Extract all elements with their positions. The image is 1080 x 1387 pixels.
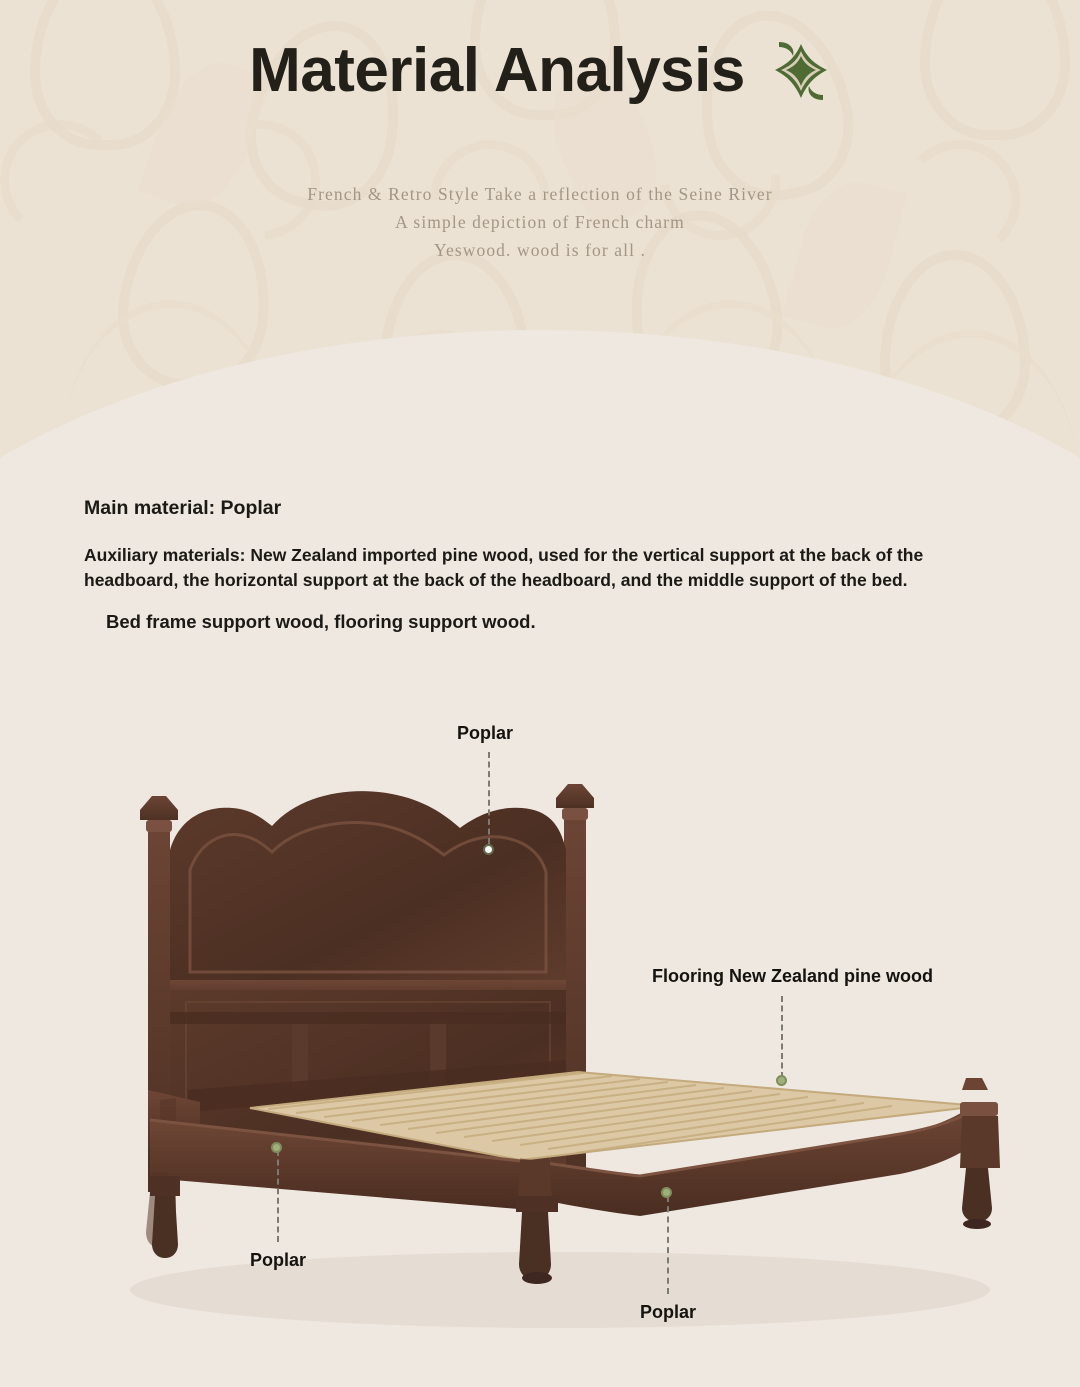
- material-description: [84, 495, 996, 634]
- extra-material-text: Bed frame support wood, flooring support wood.: [106, 611, 536, 632]
- callout-label-foot-rail: Poplar: [640, 1302, 697, 1322]
- diamond-flourish-icon: [771, 38, 831, 104]
- callout-dot-foot-rail: [661, 1187, 672, 1198]
- header-subtitle: [0, 180, 1080, 264]
- callout-label-side-rail: Poplar: [250, 1250, 307, 1270]
- wooden-bed-frame-illustration: [0, 690, 1080, 1387]
- callout-leader-side-rail: [277, 1150, 279, 1242]
- bed-figure: [0, 690, 1080, 1387]
- subtitle-line-2: A simple depiction of French charm: [395, 212, 685, 232]
- main-material-text: Main material: Poplar: [84, 497, 282, 519]
- callout-leader-slats: [781, 996, 783, 1078]
- callout-dot-headboard: [483, 844, 494, 855]
- callout-dot-side-rail: [271, 1142, 282, 1153]
- callout-leader-headboard: [488, 752, 490, 844]
- page-title: Material Analysis: [249, 36, 745, 106]
- callout-dot-slats: [776, 1075, 787, 1086]
- callout-leader-foot-rail: [667, 1196, 669, 1294]
- auxiliary-material-text: Auxiliary materials: New Zealand imported pine wood, used for the vertical support at the back of the headboard, the horizontal support at the back of the headboard, and the middle support of the bed.: [84, 545, 924, 590]
- subtitle-line-1: French & Retro Style Take a reflection of the Seine River: [307, 184, 773, 204]
- page-title-row: [0, 38, 1080, 104]
- subtitle-line-3: Yeswood. wood is for all .: [433, 240, 647, 260]
- callout-label-slats: Flooring New Zealand pine wood: [652, 966, 934, 986]
- callout-label-headboard: Poplar: [457, 723, 514, 743]
